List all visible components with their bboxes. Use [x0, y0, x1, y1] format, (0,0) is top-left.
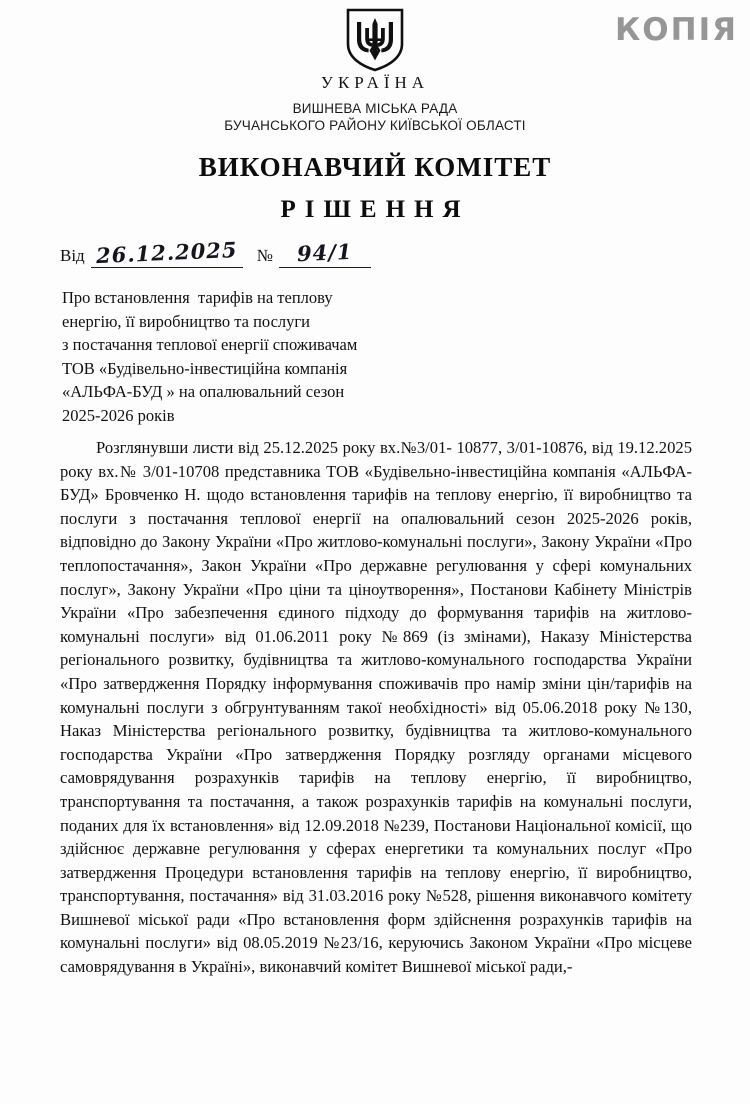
number-label: № — [256, 246, 273, 265]
subject-line-2: енергію, її виробництво та послуги — [62, 311, 310, 331]
committee-title: ВИКОНАВЧИЙ КОМІТЕТ — [198, 152, 552, 182]
ukraine-trident-emblem — [344, 8, 406, 72]
subject-line-3: з постачання теплової енергії споживачам — [62, 335, 358, 354]
date-field — [91, 236, 243, 269]
date-number-line — [60, 236, 371, 269]
subject-line-5: «АЛЬФА-БУД » на опалювальний сезон — [62, 382, 345, 401]
country-name: УКРАЇНА — [320, 73, 430, 92]
from-label: Від — [60, 246, 85, 265]
subject-line-6: 2025-2026 років — [62, 405, 175, 425]
handwritten-date: 26.12.2025 — [95, 236, 238, 269]
council-header — [0, 100, 750, 134]
emblem-container — [0, 8, 750, 77]
subject-block — [62, 286, 482, 427]
copy-stamp: КОПІЯ — [614, 12, 738, 48]
council-name: ВИШНЕВА МІСЬКА РАДА — [292, 101, 458, 116]
council-region: БУЧАНСЬКОГО РАЙОНУ КИЇВСЬКОЇ ОБЛАСТІ — [224, 118, 526, 133]
handwritten-number: 94/1 — [296, 238, 354, 267]
subject-line-1: Про встановлення тарифів на теплову — [62, 288, 333, 307]
body-paragraph: Розглянувши листи від 25.12.2025 року вх.№3/01- 10877, 3/01-10876, від 19.12.2025 року вх.№ 3/01-10708 представника ТОВ «Будівельно-інвестиційна компанія «АЛЬФА-БУД» Бровченко Н. щодо встановлення тарифів на теплову енергію, її виробництво та послуги з постачання теплової енергії на опалювальний сезон 2025-2026 років, відповідно до Закону України «Про житлово-комунальні послуги», Закону України «Про теплопостачання», Закон України «Про державне регулювання у сфері комунальних послуг», Закону України «Про ціни та ціноутворення», Постанови Кабінету Міністрів України «Про забезпечення єдиного підходу до формування тарифів на житлово-комунальні послуги» від 01.06.2011 року №869 (із змінами), Наказу Міністерства регіонального розвитку, будівництва та житлово-комунального господарства України «Про затвердження Порядку інформування споживачів про намір зміни цін/тарифів на комунальні послуги з обгрунтуванням такої необхідності» від 05.06.2018 року №130, Наказ Міністерства регіонального розвитку, будівництва та житлово-комунального господарства України «Про затвердження Порядку розгляду органами місцевого самоврядування розрахунків тарифів на теплову енергію, її виробництво, транспортування та постачання, а також розрахунків тарифів на комунальні послуги, поданих для їх встановлення» від 12.09.2018 №239, Постанови Національної комісії, що здійснює державне регулювання у сферах енергетики та комунальних послуг «Про затвердження Процедури встановлення тарифів на теплову енергію, її виробництво, транспортування, постачання» від 31.03.2016 року №528, рішення виконавчого комітету Вишневої міської ради «Про встановлення форм здійснення розрахунків тарифів на комунальні послуги» від 08.05.2019 №23/16, керуючись Законом України «Про місцеве самоврядування в Україні», виконавчий комітет Вишневої міської ради,- — [60, 438, 692, 977]
subject-line-4: ТОВ «Будівельно-інвестиційна компанія — [62, 358, 348, 378]
decision-title: РІШЕННЯ — [280, 196, 470, 223]
number-field — [279, 240, 371, 268]
